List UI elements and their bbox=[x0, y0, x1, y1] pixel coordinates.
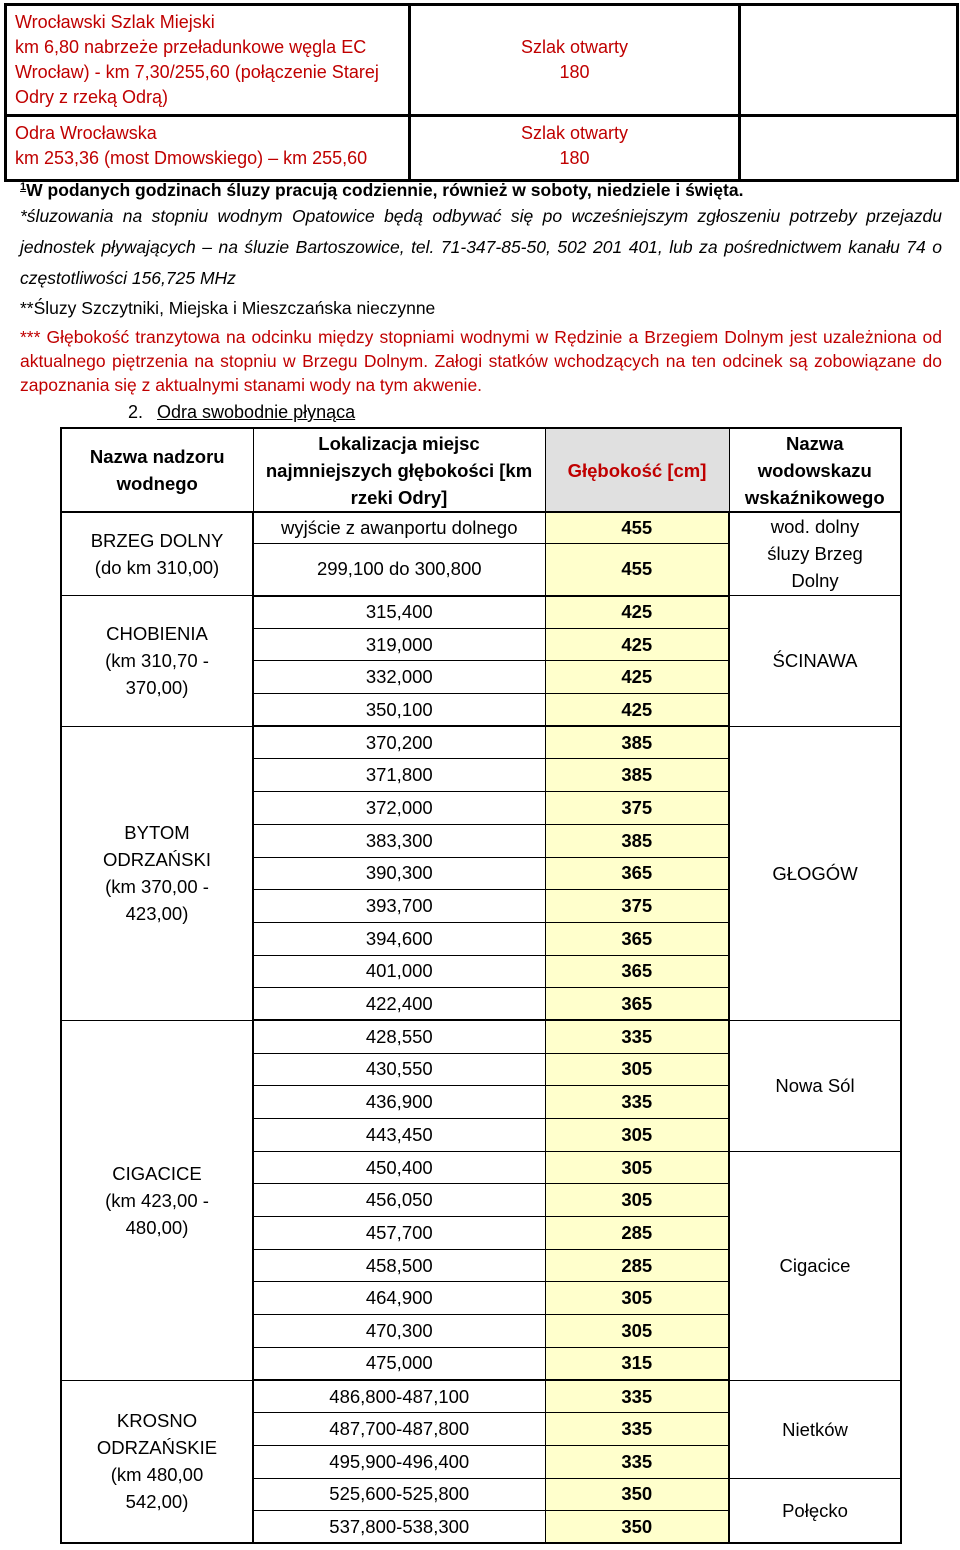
waterway-status bbox=[410, 5, 740, 116]
supervision-name: BRZEG DOLNY (do km 310,00) bbox=[61, 512, 253, 596]
table-row bbox=[61, 596, 901, 629]
header-depth: Głębokość [cm] bbox=[545, 428, 729, 512]
depth-cell: 305 bbox=[545, 1184, 729, 1217]
status-text: Szlak otwarty bbox=[520, 37, 629, 57]
depth-cell: 365 bbox=[545, 922, 729, 955]
depth-cell: 425 bbox=[545, 596, 729, 629]
location-cell: 470,300 bbox=[253, 1315, 545, 1348]
location-cell: 370,200 bbox=[253, 726, 545, 759]
waterway-name-line: Odra Wrocławska bbox=[15, 123, 157, 143]
location-cell: 443,450 bbox=[253, 1119, 545, 1152]
location-cell: 525,600-525,800 bbox=[253, 1478, 545, 1511]
depth-cell: 385 bbox=[545, 824, 729, 857]
top-row bbox=[6, 116, 958, 181]
depth-cell: 455 bbox=[545, 512, 729, 544]
table-row bbox=[61, 1020, 901, 1053]
waterway-extra bbox=[740, 116, 958, 181]
depth-cell: 425 bbox=[545, 661, 729, 694]
location-cell: 422,400 bbox=[253, 988, 545, 1021]
location-cell: 332,000 bbox=[253, 661, 545, 694]
depth-cell: 315 bbox=[545, 1347, 729, 1380]
gauge-name: Połęcko bbox=[729, 1478, 901, 1543]
waterway-extra bbox=[740, 5, 958, 116]
status-value: 180 bbox=[559, 148, 590, 168]
footnote-marker: 1 bbox=[20, 181, 27, 193]
location-cell: 436,900 bbox=[253, 1086, 545, 1119]
header-gauge: Nazwa wodowskazu wskaźnikowego bbox=[729, 428, 901, 512]
depth-cell: 285 bbox=[545, 1217, 729, 1250]
top-table bbox=[4, 3, 959, 182]
location-cell: 475,000 bbox=[253, 1347, 545, 1380]
location-cell: wyjście z awanportu dolnego bbox=[253, 512, 545, 544]
waterway-name bbox=[6, 5, 410, 116]
depth-cell: 350 bbox=[545, 1478, 729, 1511]
depth-cell: 335 bbox=[545, 1020, 729, 1053]
gauge-name: wod. dolny śluzy Brzeg Dolny bbox=[729, 512, 901, 596]
depth-cell: 350 bbox=[545, 1511, 729, 1544]
depth-cell: 335 bbox=[545, 1380, 729, 1413]
gauge-name: Nietków bbox=[729, 1380, 901, 1478]
note-transit-depth: *** Głębokość tranzytowa na odcinku między stopniami wodnymi w Rędzinie a Brzegiem Dolnym jest uzależniona od aktualnego piętrzenia na stopniu w Brzegu Dolnym. Załogi statków wchodzących na ten odcinek są zobowiązane do zapoznania się z aktualnymi stanami wody na tym akwenie. bbox=[20, 327, 942, 395]
depth-cell: 285 bbox=[545, 1249, 729, 1282]
depth-cell: 425 bbox=[545, 694, 729, 727]
gauge-name: ŚCINAWA bbox=[729, 596, 901, 727]
location-cell: 350,100 bbox=[253, 694, 545, 727]
location-cell: 537,800-538,300 bbox=[253, 1511, 545, 1544]
gauge-name: Cigacice bbox=[729, 1151, 901, 1380]
waterway-name bbox=[6, 116, 410, 181]
waterway-name-line: km 6,80 nabrzeże przeładunkowe węgla EC bbox=[15, 37, 367, 57]
location-cell: 457,700 bbox=[253, 1217, 545, 1250]
depth-cell: 305 bbox=[545, 1282, 729, 1315]
note-closed-locks: **Śluzy Szczytniki, Miejska i Mieszczańska nieczynne bbox=[20, 298, 436, 318]
header-row bbox=[61, 428, 901, 512]
table-row bbox=[61, 512, 901, 544]
depth-cell: 305 bbox=[545, 1053, 729, 1086]
depth-cell: 385 bbox=[545, 726, 729, 759]
depth-cell: 305 bbox=[545, 1151, 729, 1184]
location-cell: 390,300 bbox=[253, 857, 545, 890]
depth-cell: 385 bbox=[545, 759, 729, 792]
depth-cell: 455 bbox=[545, 544, 729, 596]
status-text: Szlak otwarty bbox=[520, 123, 629, 143]
depth-cell: 365 bbox=[545, 988, 729, 1021]
note-opatowice: *śluzowania na stopniu wodnym Opatowice będą odbywać się po wcześniejszym zgłoszeniu potrzeby przejazdu jednostek pływających – na śluzie Bartoszowice, tel. 71-347-85-50, 502 201 401, lub za pośrednictwem kanału 74 o częstotliwości 156,725 MHz bbox=[20, 206, 942, 288]
depth-cell: 305 bbox=[545, 1315, 729, 1348]
note-schedule bbox=[20, 175, 942, 202]
depth-cell: 365 bbox=[545, 857, 729, 890]
supervision-name: BYTOM ODRZAŃSKI (km 370,00 - 423,00) bbox=[61, 726, 253, 1020]
location-cell: 393,700 bbox=[253, 890, 545, 923]
location-cell: 495,900-496,400 bbox=[253, 1445, 545, 1478]
location-cell: 315,400 bbox=[253, 596, 545, 629]
location-cell: 464,900 bbox=[253, 1282, 545, 1315]
gauge-name: Nowa Sól bbox=[729, 1020, 901, 1151]
depth-cell: 375 bbox=[545, 890, 729, 923]
depth-cell: 335 bbox=[545, 1445, 729, 1478]
depth-cell: 425 bbox=[545, 628, 729, 661]
location-cell: 394,600 bbox=[253, 922, 545, 955]
location-cell: 299,100 do 300,800 bbox=[253, 544, 545, 596]
depth-cell: 335 bbox=[545, 1086, 729, 1119]
location-cell: 458,500 bbox=[253, 1249, 545, 1282]
waterway-name-line: Wrocław) - km 7,30/255,60 (połączenie Starej bbox=[15, 62, 379, 82]
depth-table bbox=[60, 427, 902, 1544]
location-cell: 372,000 bbox=[253, 792, 545, 825]
waterway-name-line: Wrocławski Szlak Miejski bbox=[15, 12, 215, 32]
table-row bbox=[61, 726, 901, 759]
location-cell: 401,000 bbox=[253, 955, 545, 988]
location-cell: 430,550 bbox=[253, 1053, 545, 1086]
depth-cell: 335 bbox=[545, 1413, 729, 1446]
header-location: Lokalizacja miejsc najmniejszych głębokości [km rzeki Odry] bbox=[253, 428, 545, 512]
header-supervision: Nazwa nadzoru wodnego bbox=[61, 428, 253, 512]
depth-cell: 375 bbox=[545, 792, 729, 825]
depth-cell: 305 bbox=[545, 1119, 729, 1152]
location-cell: 456,050 bbox=[253, 1184, 545, 1217]
supervision-name: KROSNO ODRZAŃSKIE (km 480,00 542,00) bbox=[61, 1380, 253, 1543]
top-row bbox=[6, 5, 958, 116]
location-cell: 486,800-487,100 bbox=[253, 1380, 545, 1413]
location-cell: 428,550 bbox=[253, 1020, 545, 1053]
location-cell: 487,700-487,800 bbox=[253, 1413, 545, 1446]
section-number: 2. bbox=[128, 402, 144, 422]
supervision-name: CHOBIENIA (km 310,70 - 370,00) bbox=[61, 596, 253, 727]
depth-table-body bbox=[61, 512, 901, 1543]
waterway-status bbox=[410, 116, 740, 181]
supervision-name: CIGACICE (km 423,00 - 480,00) bbox=[61, 1020, 253, 1380]
location-cell: 450,400 bbox=[253, 1151, 545, 1184]
section-title-text: Odra swobodnie płynąca bbox=[157, 402, 356, 422]
status-value: 180 bbox=[559, 62, 590, 82]
note-schedule-text: W podanych godzinach śluzy pracują codziennie, również w soboty, niedziele i święta. bbox=[26, 180, 744, 200]
depth-cell: 365 bbox=[545, 955, 729, 988]
location-cell: 371,800 bbox=[253, 759, 545, 792]
table-row bbox=[61, 1380, 901, 1413]
section-title bbox=[128, 400, 355, 424]
location-cell: 383,300 bbox=[253, 824, 545, 857]
waterway-name-line: Odry z rzeką Odrą) bbox=[15, 87, 169, 107]
waterway-name-line: km 253,36 (most Dmowskiego) – km 255,60 bbox=[15, 148, 368, 168]
location-cell: 319,000 bbox=[253, 628, 545, 661]
gauge-name: GŁOGÓW bbox=[729, 726, 901, 1020]
